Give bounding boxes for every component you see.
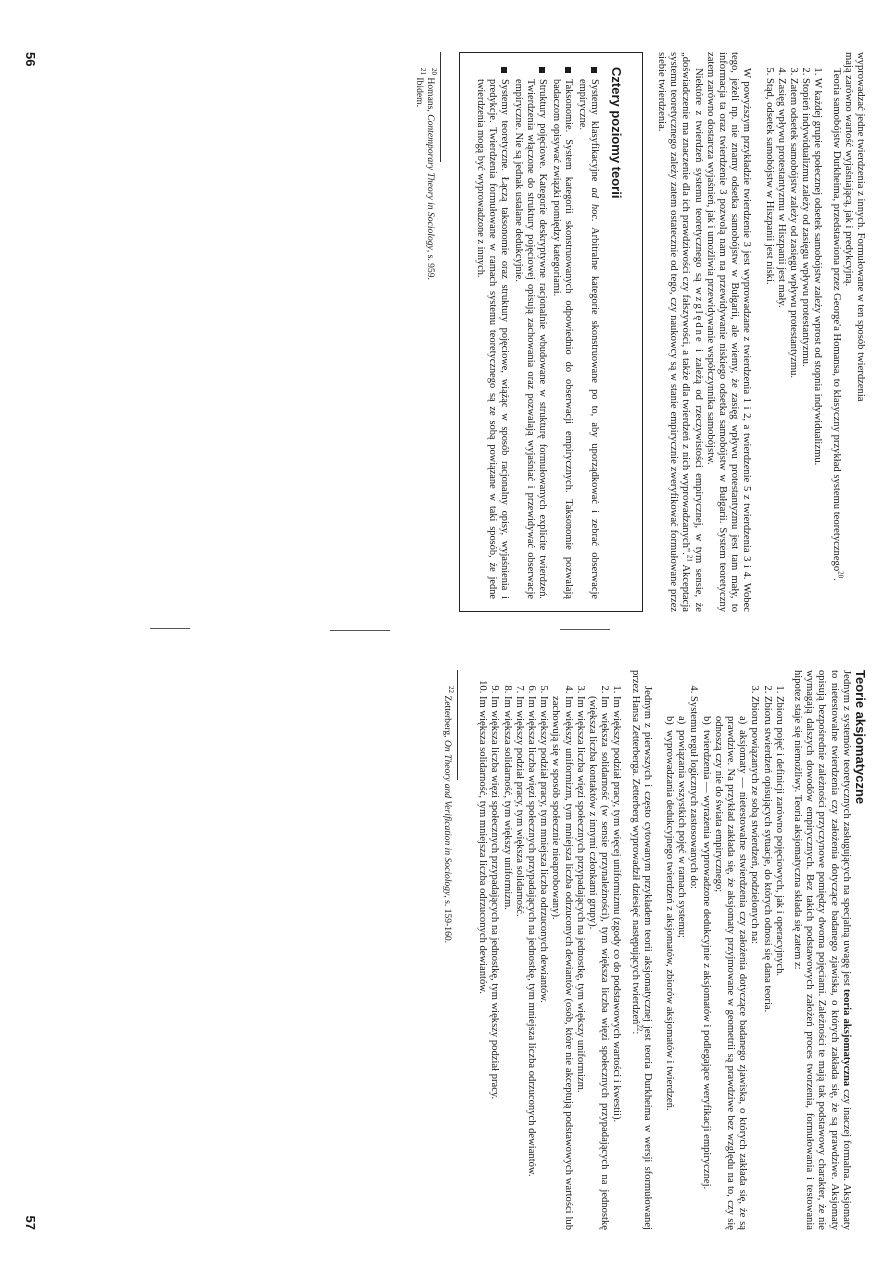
- theorems-list: [476, 670, 622, 1230]
- level-text: System kategorii skonstruowanych odpowiednio do obserwacji empirycznych. Taksonomie pozwalają badaczom opisywać związki pomiędzy kategoriami.: [550, 79, 574, 599]
- box-title: Cztery poziomy teorii: [608, 67, 624, 199]
- sub-text: wyprowadzania dedukcyjnego twierdzeń z aksjomatów, zbiorów aksjomatów i twierdzeń.: [663, 730, 675, 1111]
- footnote-title: Contemporary Theory in Sociology: [424, 114, 436, 250]
- sub-label: b): [663, 716, 675, 725]
- levels-list: [474, 67, 600, 599]
- bullet-icon: [539, 67, 545, 73]
- component-text: Systemu reguł logicznych zastosowanych do:: [688, 696, 700, 889]
- sub-text: twierdzenia — wyrażenia wyprowadzone dedukcyjnie z aksjomatów i podlegające weryfikacji empirycznej.: [700, 730, 712, 1190]
- example-paragraph: W powyższym przykładzie twierdzenie 3 jest wyprowadzane z twierdzenia 1 i 2, a twierdzenie 5 z twierdzenia 3 i 4. Wobec tego, jeżeli np. nie znamy odsetka samobójstw w Bułgarii, ale wiemy, że zasięg wpływu protestantyzmu jest tam mały, to informacja ta oraz twierdzenie 3 pozwolą nam na przewidywanie niskiego odsetka samobójstw w Bułgarii. System teoretyczny zatem zarówno dostarcza wyjaśnień, jak i umożliwia przewidywanie współczynnika samobójstw.: [704, 52, 753, 612]
- bullet-icon: [591, 67, 597, 73]
- proposition-item: 3. Zatem odsetek samobójstw zależy od zasięgu wpływu protestantyzmu.: [787, 78, 799, 612]
- theorem-item: 5. Im większy podział pracy, tym mniejsza liczba odrzuconych dewiantów.: [537, 696, 549, 1230]
- page-57: [23, 670, 868, 1231]
- claims-emphasis: względne: [692, 287, 704, 344]
- footnote-divider: [457, 670, 458, 780]
- theorem-item: 6. Im większa liczba więzi społecznych przypadających na jednostkę, tym mniejsza liczba odrzuconych dewiantów.: [525, 696, 537, 1230]
- level-item: [576, 79, 600, 599]
- footnote-author: Ibidem.: [413, 77, 425, 107]
- component-item: 1. Zbioru pojęć i definicji zarówno pojęciowych, jak i operacyjnych.: [773, 696, 785, 1230]
- footnote-ref-20: 20: [836, 571, 845, 579]
- component-item: [663, 696, 700, 1230]
- footnote-pages: , s. 959.: [424, 249, 436, 280]
- footnote-author: Zetterberg,: [441, 695, 453, 738]
- sub-label: a): [737, 716, 749, 725]
- claims-text-b: i zależą od rzeczywistości empirycznej, w tym sensie, że „doświadczenie ma znaczenie dla ich prawdziwości czy fałszywości, a także dla twierdzeń z nich wyprowadzanych".: [680, 52, 704, 612]
- intro-text-b: czy inaczej formalna. Aksjomaty to nietestowalne twierdzenia czy założenia dotyczące badanego zjawiska, o których zakłada się, że są prawdziwe. Aksjomaty opisują bezpośrednie zależności przyczynowe pomiędzy dwoma pojęciami. Zależności te mają tak podstawowy charakter, że nie wymagają dalszych dowodów empirycznych. Bez takich podstawowych założeń proces tworzenia, formułowania i testowania hipotez staje się niemożliwy. Teoria aksjomatyczna składa się zatem z:: [791, 670, 852, 1231]
- sub-item: [675, 716, 687, 1230]
- level-text: Kategorie deskryptywne racjonalnie wbudowane w strukturę formułowanych explicite twierdzeń. Twierdzenia włączone do struktury pojęciowej opisują zachowania oraz pozwalają wyjaśniać i przewidywać obserwacje empiryczne. Nie są jednak ustalane dedukcyjnie.: [512, 79, 548, 599]
- sub-item: [699, 716, 711, 1230]
- homans-intro-text: Teoria samobójstw Durkheima, przedstawiona przez George'a Homansa, to klasyczny przykład systemu teoretycznego: [830, 68, 842, 572]
- four-levels-box: [459, 52, 643, 612]
- bullet-icon: [565, 67, 571, 73]
- level-term: Systemy teoretyczne.: [498, 79, 510, 171]
- sub-text: aksjomaty — nietestowalne stwierdzenia czy założenia dotyczące badanego zjawiska, o których zakłada się, że są prawdziwe. Na przykład zakłada się, że aksjomaty przyjmowane w geometrii są prawdziwe bez względu na to, czy się odnoszą czy nie do świata empirycznego;: [712, 716, 749, 1230]
- component-sublist: [663, 696, 687, 1230]
- scan-gutter-mark: [150, 628, 190, 629]
- zetterberg-text: Jednym z pierwszych i często cytowanym przykładem teorii aksjomatycznej jest teoria Durkheima w wersji sformułowanej przez Hansa Zetterberga. Zetterberg wyprowadził dziesięć następujących twierdzeń: [629, 670, 653, 1230]
- footnote-22: [441, 670, 456, 1230]
- level-text: Arbitralne kategorie skonstruowane po to, aby uporządkować i zebrać obserwacje empiryczne.: [576, 79, 600, 599]
- zetterberg-intro-paragraph: Jednym z pierwszych i często cytowanym przykładem teorii aksjomatycznej jest teoria Durkheima w wersji sformułowanej przez Hansa Zetterberga. Zetterberg wyprowadził dziesięć następujących twierdzeń$^{22}$:: [629, 670, 653, 1230]
- component-item: [699, 696, 760, 1230]
- section-title: Teorie aksjomatyczne: [853, 670, 868, 805]
- carryover-line-2: mają zarówno wartość wyjaśniającą, jak i predykcyjną.: [842, 52, 854, 287]
- scan-gutter-mark: [560, 629, 610, 630]
- level-item: [512, 79, 548, 599]
- component-text: Zbioru powiązanych ze sobą stwierdzeń, podzielonych na:: [749, 696, 761, 944]
- footnote-number: 21: [418, 68, 427, 75]
- footnote-number: 22: [447, 686, 456, 693]
- sub-text: powiązania wszystkich pojęć w ramach systemu;: [676, 730, 688, 938]
- components-list: [663, 670, 785, 1230]
- footnote-21: [414, 52, 425, 612]
- page-56: [23, 52, 866, 612]
- proposition-item: 1. W każdej grupie społecznej odsetek samobójstw zależy wprost od stopnia indywidualizmu.: [811, 78, 823, 612]
- level-term-italic: ad hoc.: [588, 187, 600, 222]
- footnote-divider: [440, 52, 441, 162]
- claims-paragraph: [655, 52, 704, 612]
- footnote-pages: , s. 159-160.: [441, 895, 453, 944]
- footnote-ref-22: 22: [635, 1024, 644, 1032]
- bullet-icon: [501, 67, 507, 73]
- claims-text-a: Niektóre z twierdzeń systemu teoretycznego są: [692, 68, 704, 282]
- footnote-number: 20: [429, 68, 438, 75]
- durkheim-propositions-list: [762, 52, 823, 612]
- level-item: [474, 79, 510, 599]
- footnote-ref-21: 21: [685, 554, 694, 562]
- proposition-item: 2. Stopień indywidualizmu zależy od zasięgu wpływu protestantyzmu.: [799, 78, 811, 612]
- proposition-item: 5. Stąd, odsetek samobójstw w Hiszpanii jest niski.: [762, 78, 774, 612]
- component-item: 2. Zbioru stwierdzeń opisujących sytuacje, do których odnosi się dana teoria.: [760, 696, 772, 1230]
- level-text: Łączą taksonomie oraz struktury pojęciowe, wiążąc w sposób racjonalny opisy, wyjaśnienia i predykcje. Twierdzenia formułowane w ramach systemu teoretycznego są ze sobą powiązane w taki sposób, że jedne twierdzenia mogą być wyprowadzone z innych.: [474, 79, 510, 599]
- theorem-item: 3. Im większa liczba więzi społecznych przypadających na jednostkę, tym większy uniformizm.: [574, 696, 586, 1230]
- footnote-author: Homans,: [424, 77, 436, 112]
- theorem-item: 9. Im większa liczba więzi społecznych przypadających na jednostkę, tym większy podział pracy.: [488, 696, 500, 1230]
- theorem-item: 1. Im większy podział pracy, tym więcej uniformizmu (zgody co do podstawowych wartości i kwestii).: [610, 696, 622, 1230]
- sub-item: [663, 716, 675, 1230]
- level-term: Taksonomie.: [562, 79, 574, 133]
- theorem-item: 10. Im większa solidarność, tym mniejsza liczba odrzuconych dewiantów.: [476, 696, 488, 1230]
- level-item: [550, 79, 574, 599]
- intro-text-a: Jednym z systemów teoretycznych zasługujących na specjalną uwagę jest: [840, 670, 852, 986]
- footnote-20: [425, 52, 436, 612]
- component-sublist: [699, 696, 748, 1230]
- proposition-item: 4. Zasięg wpływu protestantyzmu w Hiszpanii jest mały.: [775, 78, 787, 612]
- level-term: Struktury pojęciowe.: [536, 79, 548, 169]
- carryover-line-1: wyprowadzać jedne twierdzenia z innych. Formułowane w ten sposób twierdzenia: [855, 52, 866, 402]
- theorem-item: 4. Im większy uniformizm, tym mniejsza liczba odrzuconych dewiantów (osób, które nie akceptują podstawowych wartości lub zachowują się w sposób społecznie nieaprobowany).: [549, 696, 573, 1230]
- claims-text-c: Akceptacja systemu teoretycznego zależy zatem ostatecznie od tego, czy naukowcy są w stanie empirycznie zweryfikować formułowane przez siebie twierdzenia.: [655, 52, 692, 612]
- sub-item: [712, 716, 749, 1230]
- theorem-item: 2. Im większa solidarność (w sensie przynależności), tym większa liczba więzi społecznych przypadających na jednostkę (większa liczba kontaktów z innymi członkami grupy).: [586, 696, 610, 1230]
- page-number: 57: [23, 1215, 39, 1230]
- sub-label: b): [700, 716, 712, 725]
- page-number: 56: [23, 52, 39, 67]
- sub-label: a): [676, 716, 688, 725]
- axiomatic-intro-paragraph: [791, 670, 852, 1230]
- intro-term: teoria aksjomatyczna: [840, 988, 852, 1087]
- level-term: Systemy klasyfikacyjne: [588, 79, 600, 182]
- homans-intro-paragraph: Teoria samobójstw Durkheima, przedstawiona przez George'a Homansa, to klasyczny przykład systemu teoretycznego$^{20}$.: [830, 68, 845, 581]
- scan-gutter-mark: [330, 630, 390, 631]
- footnote-title: On Theory and Verification in Sociology: [441, 740, 453, 896]
- theorem-item: 8. Im większa solidarność, tym większy uniformizm.: [500, 696, 512, 1230]
- theorem-item: 7. Im większy podział pracy, tym większa solidarność.: [513, 696, 525, 1230]
